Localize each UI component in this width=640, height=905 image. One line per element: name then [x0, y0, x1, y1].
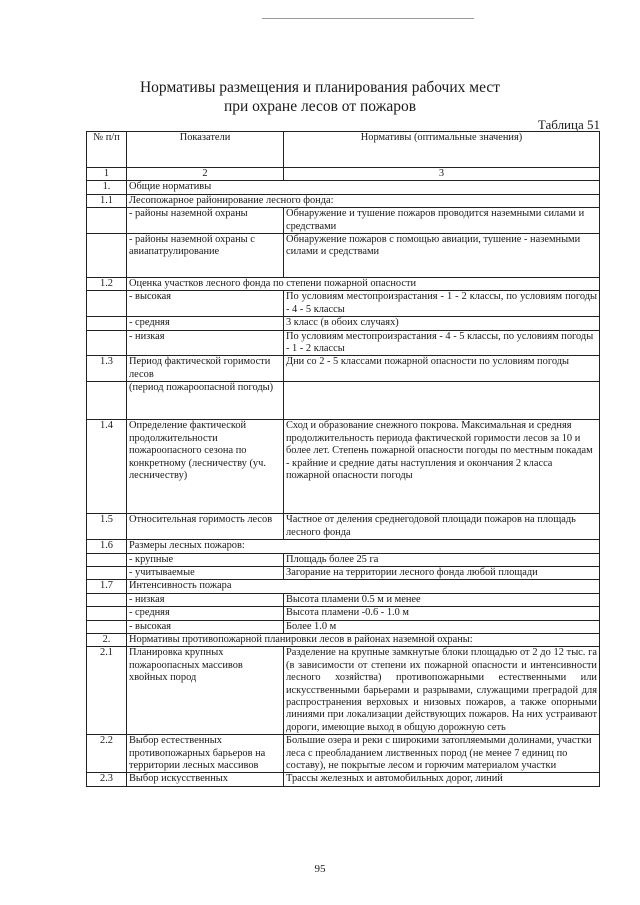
norm-cell: 3 класс (в обоих случаях): [284, 317, 600, 330]
table-row: [87, 566, 600, 579]
table-row: [87, 620, 600, 633]
row-number: 1.2: [87, 278, 127, 291]
indicator-cell: (период пожароопасной погоды): [127, 382, 284, 420]
indicator-cell: - низкая: [127, 330, 284, 356]
indicator-cell: Определение фактической продолжительности пожароопасного сезона по конкретному (лесничеству (уч. лесничеству): [127, 420, 284, 514]
scan-top-line: [262, 18, 474, 19]
row-number: 2.1: [87, 647, 127, 735]
table-row: [87, 735, 600, 773]
table-row: [87, 356, 600, 382]
norm-cell: Более 1.0 м: [284, 620, 600, 633]
norms-table: [86, 131, 600, 787]
norm-cell: Трассы железных и автомобильных дорог, линий: [284, 773, 600, 786]
indicator-cell: - крупные: [127, 553, 284, 566]
table-row: [87, 278, 600, 291]
table-row: [87, 593, 600, 606]
norm-cell: Разделение на крупные замкнутые блоки площадью от 2 до 12 тыс. га (в зависимости от степени их пожарной опасности и интенсивности лесного хозяйства) противопожарными естественными или искусственными барьерами и разрывами, служащими преградой для распространения верховых и низовых пожаров, а также опорными линиями при локализации действующих пожаров. На них устраивают дороги, имеющие выход в общую дорожную сеть: [284, 647, 600, 735]
table-row: [87, 181, 600, 194]
row-number: 2.: [87, 633, 127, 646]
column-number: 1: [87, 168, 127, 181]
row-heading: Размеры лесных пожаров:: [127, 540, 600, 553]
indicator-cell: Относительная горимость лесов: [127, 514, 284, 540]
header-indicators: Показатели: [127, 132, 284, 168]
page-number: 95: [314, 863, 326, 875]
indicator-cell: - средняя: [127, 317, 284, 330]
indicator-cell: Период фактической горимости лесов: [127, 356, 284, 382]
table-label: Таблица 51: [537, 117, 600, 132]
table-row: [87, 420, 600, 514]
indicator-cell: - учитываемые: [127, 566, 284, 579]
row-number: 1.: [87, 181, 127, 194]
row-number: 1.7: [87, 580, 127, 593]
column-number: 3: [284, 168, 600, 181]
table-row: [87, 330, 600, 356]
table-row: [87, 208, 600, 234]
row-number: 1.3: [87, 356, 127, 382]
norm-cell: Загорание на территории лесного фонда любой площади: [284, 566, 600, 579]
title-line-2: при охране лесов от пожаров: [223, 98, 417, 115]
indicator-cell: Выбор естественных противопожарных барьеров на территории лесных массивов: [127, 735, 284, 773]
table-row: [87, 194, 600, 207]
norm-cell: По условиям местопроизрастания - 4 - 5 классы, по условиям погоды - 1 - 2 классы: [284, 330, 600, 356]
indicator-cell: - высокая: [127, 620, 284, 633]
indicator-cell: Выбор искусственных: [127, 773, 284, 786]
table-row: [87, 540, 600, 553]
table-row: [87, 633, 600, 646]
header-num: № п/п: [87, 132, 127, 168]
table-row: [87, 514, 600, 540]
norm-cell: Обнаружение пожаров с помощью авиации, тушение - наземными силами и средствами: [284, 234, 600, 278]
norm-cell: Высота пламени 0.5 м и менее: [284, 593, 600, 606]
table-row: [87, 580, 600, 593]
norm-cell: Обнаружение и тушение пожаров проводится наземными силами и средствами: [284, 208, 600, 234]
column-number: 2: [127, 168, 284, 181]
norm-cell: Сход и образование снежного покрова. Максимальная и средняя продолжительность периода фактической горимости лесов за 10 и более лет. Степень пожарной опасности погоды по местным покадам - крайние и средние даты наступления и окончания 2 класса пожарной опасности погоды: [284, 420, 600, 514]
table-row: [87, 234, 600, 278]
title-line-1: Нормативы размещения и планирования рабочих мест: [139, 79, 500, 96]
norm-cell: Высота пламени -0.6 - 1.0 м: [284, 607, 600, 620]
table-header-row: [87, 132, 600, 168]
table-row: [87, 317, 600, 330]
indicator-cell: - районы наземной охраны с авиапатрулирование: [127, 234, 284, 278]
indicator-cell: Планировка крупных пожароопасных массивов хвойных пород: [127, 647, 284, 735]
row-number: 2.2: [87, 735, 127, 773]
indicator-cell: - средняя: [127, 607, 284, 620]
table-row: [87, 382, 600, 420]
column-number-row: [87, 168, 600, 181]
norm-cell: Площадь более 25 га: [284, 553, 600, 566]
row-heading: Лесопожарное районирование лесного фонда:: [127, 194, 600, 207]
row-number: 1.5: [87, 514, 127, 540]
row-number: 1.6: [87, 540, 127, 553]
row-number: 1.1: [87, 194, 127, 207]
norm-cell: Дни со 2 - 5 классами пожарной опасности по условиям погоды: [284, 356, 600, 382]
table-row: [87, 773, 600, 786]
table-row: [87, 553, 600, 566]
indicator-cell: - низкая: [127, 593, 284, 606]
table-row: [87, 647, 600, 735]
indicator-cell: - высокая: [127, 291, 284, 317]
table-row: [87, 607, 600, 620]
section-heading: Нормативы противопожарной планировки лесов в районах наземной охраны:: [127, 633, 600, 646]
table-row: [87, 291, 600, 317]
norm-cell: Большие озера и реки с широкими затопляемыми долинами, участки леса с преобладанием лиственных пород (не менее 7 единиц по составу), не покрытые лесом и горючим материалом участки: [284, 735, 600, 773]
row-number: 2.3: [87, 773, 127, 786]
norm-cell: Частное от деления среднегодовой площади пожаров на площадь лесного фонда: [284, 514, 600, 540]
document-title: [0, 78, 640, 116]
header-norms: Нормативы (оптимальные значения): [284, 132, 600, 168]
norm-cell: По условиям местопроизрастания - 1 - 2 классы, по условиям погоды - 4 - 5 классы: [284, 291, 600, 317]
row-number: 1.4: [87, 420, 127, 514]
indicator-cell: - районы наземной охраны: [127, 208, 284, 234]
row-heading: Интенсивность пожара: [127, 580, 600, 593]
row-heading: Оценка участков лесного фонда по степени пожарной опасности: [127, 278, 600, 291]
section-heading: Общие нормативы: [127, 181, 600, 194]
